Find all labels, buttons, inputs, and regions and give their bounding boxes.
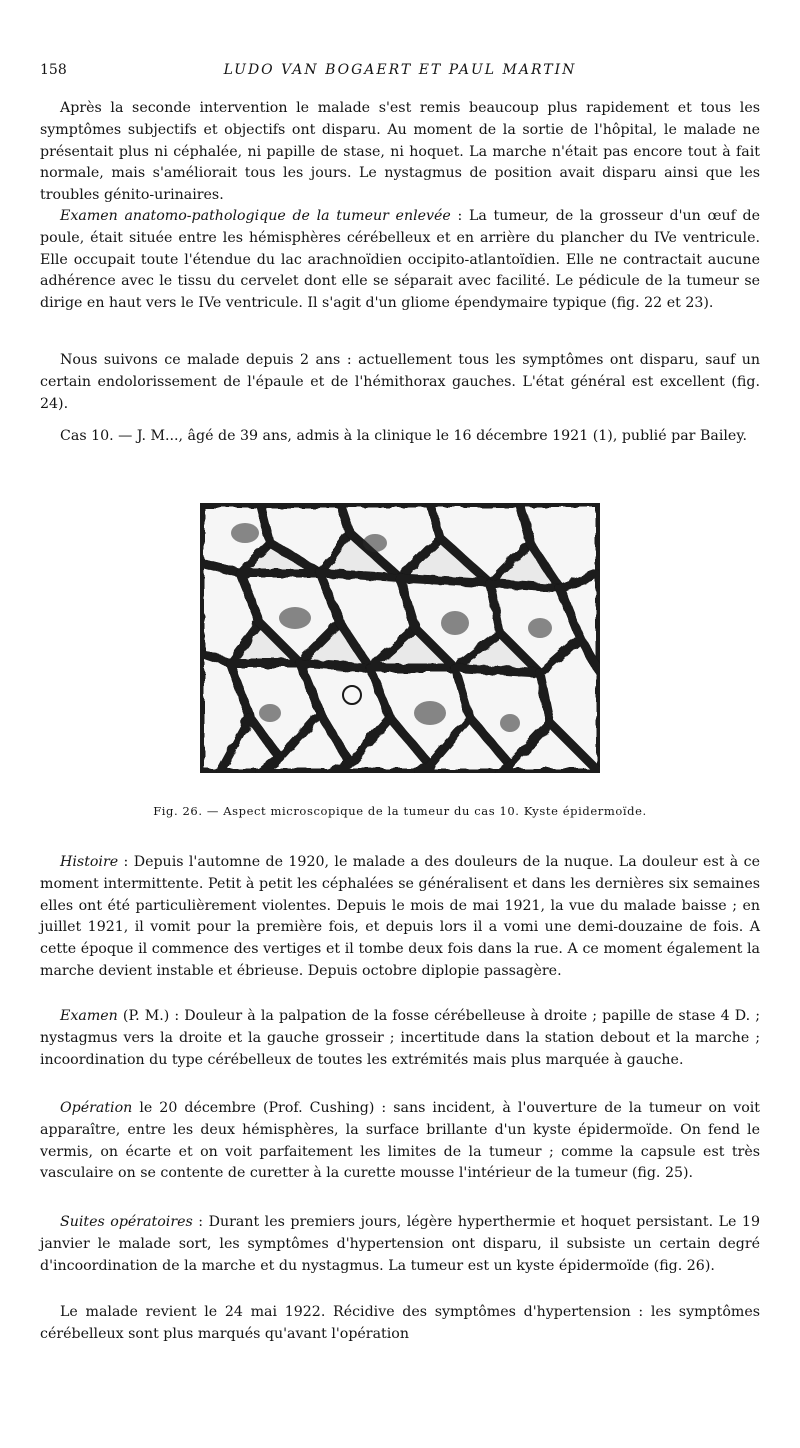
paragraph-history xyxy=(40,852,760,983)
paragraph-text: (P. M.) : Douleur à la palpation de la fosse cérébelleuse à droite ; papille de stase 4 D. ; nystagmus vers la droite et la gauche grosseir ; incertitude dans la station debout et la marche ; incoordination du type cérébelleux de toutes les extrémités mais plus marquée à gauche. xyxy=(40,1008,760,1068)
paragraph-text: le 20 décembre (Prof. Cushing) : sans incident, à l'ouverture de la tumeur on voit apparaître, entre les deux hémisphères, la surface brillante d'un kyste épidermoïde. On fend le vermis, on écarte et on voit parfaitement les limites de la tumeur ; comme la capsule est très vasculaire on se contente de curetter à la curette mousse l'intérieur de la tumeur (fig. 25). xyxy=(40,1100,760,1182)
paragraph-lead: Examen anatomo-pathologique de la tumeur enlevée xyxy=(60,208,451,224)
paragraph-lead: Opération xyxy=(60,1100,133,1116)
paragraph-examination xyxy=(40,1006,760,1071)
paragraph-lead: Examen xyxy=(60,1008,118,1024)
paragraph-text: : Depuis l'automne de 1920, le malade a des douleurs de la nuque. La douleur est à ce moment intermittente. Petit à petit les céphalées se généralisent et dans les dernières six semaines elles ont été particulièrement violentes. Depuis le mois de mai 1921, la vue du malade baisse ; en juillet 1921, il vomit pour la première fois, et depuis lors il a vomi une demi-douzaine de fois. A cette époque il commence des vertiges et il tombe deux fois dans la rue. A ce moment également la marche devient instable et ébrieuse. Depuis octobre diplopie passagère. xyxy=(40,854,760,979)
paragraph-text: : La tumeur, de la grosseur d'un œuf de poule, était située entre les hémisphères cérébelleux et en arrière du plancher du IVe ventricule. Elle occupait toute l'étendue du lac arachnoïdien occipito-atlantoïdien. Elle ne contractait aucune adhérence avec le tissu du cervelet dont elle se séparait avec facilité. Le pédicule de la tumeur se dirige en haut vers le IVe ventricule. Il s'agit d'un gliome épendymaire typique (fig. 22 et 23). xyxy=(40,208,761,312)
paragraph-pathology xyxy=(40,206,760,315)
paragraph-case-10: Cas 10. — J. M..., âgé de 39 ans, admis à la clinique le 16 décembre 1921 (1), publié par Bailey. xyxy=(60,428,747,444)
paragraph-lead: Suites opératoires xyxy=(60,1214,193,1230)
page-number: 158 xyxy=(40,62,67,78)
paragraph-operation xyxy=(40,1098,760,1185)
paragraph-return: Le malade revient le 24 mai 1922. Récidive des symptômes d'hypertension : les symptômes cérébelleux sont plus marqués qu'avant l'opération xyxy=(40,1304,760,1342)
paragraph-recovery: Après la seconde intervention le malade s'est remis beaucoup plus rapidement et tous les symptômes subjectifs et objectifs ont disparu. Au moment de la sortie de l'hôpital, le malade ne présentait plus ni céphalée, ni papille de stase, ni hoquet. La marche n'était pas encore tout à fait normale, mais s'améliorait tous les jours. Le nystagmus de position avait disparu ainsi que les troubles génito-urinaires. xyxy=(40,100,760,204)
running-head: LUDO VAN BOGAERT ET PAUL MARTIN xyxy=(223,62,577,78)
paragraph-follow-up: Nous suivons ce malade depuis 2 ans : actuellement tous les symptômes ont disparu, sauf un certain endolorissement de l'épaule et de l'hémithorax gauches. L'état général est excellent (fig. 24). xyxy=(40,352,760,412)
figure-caption: Fig. 26. — Aspect microscopique de la tumeur du cas 10. Kyste épidermoïde. xyxy=(153,804,647,818)
micrograph-image xyxy=(200,503,600,773)
page-header xyxy=(40,62,760,84)
micrograph-figure xyxy=(200,503,600,773)
paragraph-lead: Histoire xyxy=(60,854,119,870)
paragraph-text: : Durant les premiers jours, légère hyperthermie et hoquet persistant. Le 19 janvier le malade sort, les symptômes d'hypertension ont disparu, il subsiste un certain degré d'incoordination de la marche et du nystagmus. La tumeur est un kyste épidermoïde (fig. 26). xyxy=(40,1214,760,1274)
paragraph-post-operative xyxy=(40,1212,760,1277)
